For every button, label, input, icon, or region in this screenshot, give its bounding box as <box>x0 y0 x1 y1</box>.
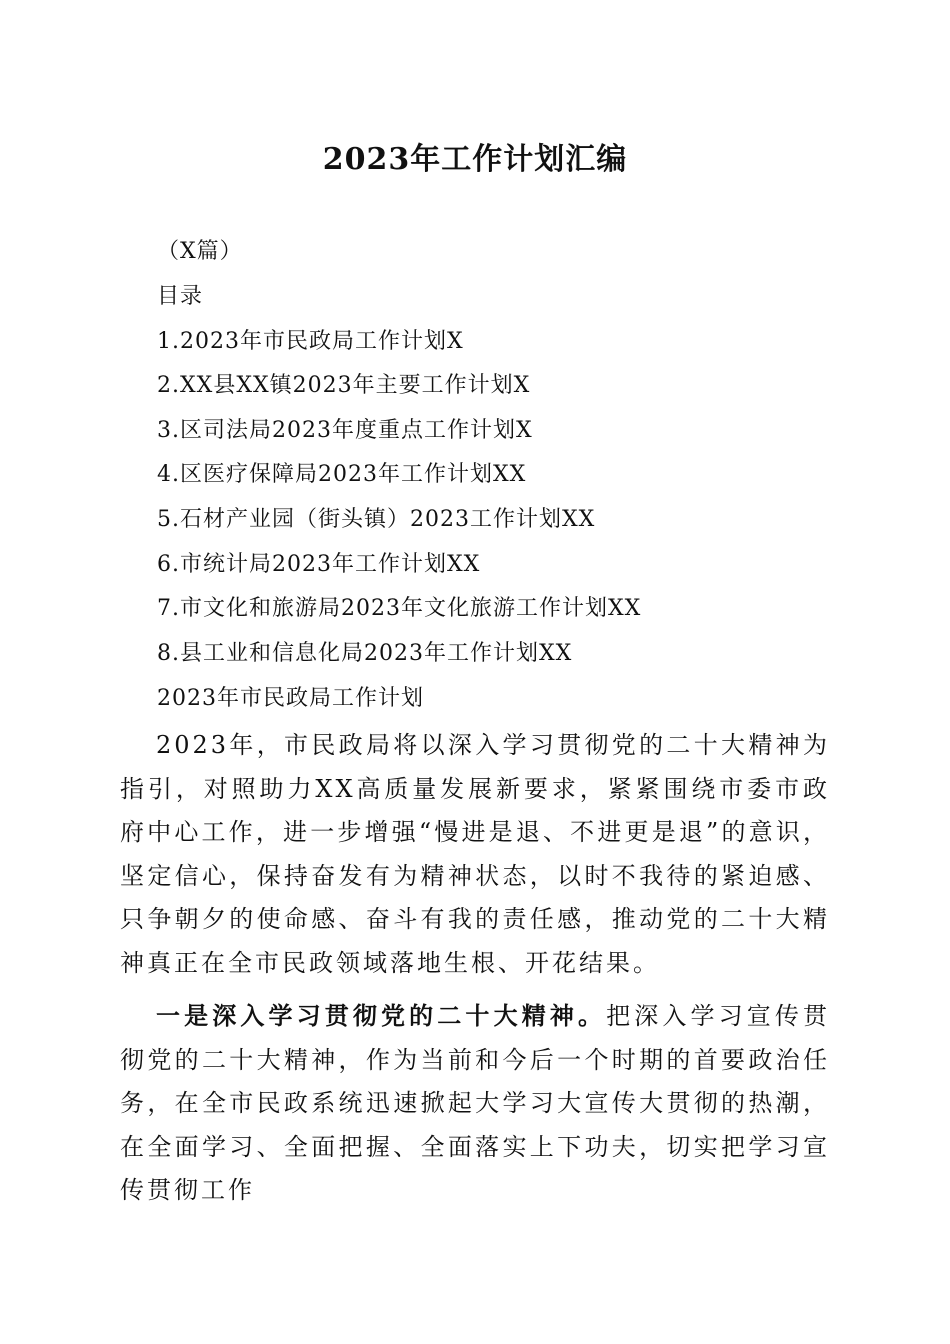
toc-item: 6.市统计局2023年工作计划XX <box>157 552 481 577</box>
toc-item: 7.市文化和旅游局2023年文化旅游工作计划XX <box>157 596 642 621</box>
paragraph-text: 2023年，市民政局将以深入学习贯彻党的二十大精神为指引，对照助力XX高质量发展新要求，紧紧围绕市委市政府中心工作，进一步增强“慢进是退、不进更是退”的意识，坚定信心，保持奋发有为精神状态，以时不我待的紧迫感、只争朝夕的使命感、奋斗有我的责任感，推动党的二十大精神真正在全市民政领域落地生根、开花结果。 <box>120 731 830 977</box>
toc-item: 2.XX县XX镇2023年主要工作计划X <box>157 373 531 398</box>
count-note: （X篇） <box>157 239 243 264</box>
toc-item: 5.石材产业园（街头镇）2023工作计划XX <box>157 507 596 532</box>
paragraph-lead: 一是深入学习贯彻党的二十大精神。 <box>156 1001 607 1030</box>
toc-heading: 目录 <box>157 284 204 309</box>
toc-item: 8.县工业和信息化局2023年工作计划XX <box>157 641 573 666</box>
section-title: 2023年市民政局工作计划 <box>157 686 424 711</box>
body-paragraph <box>120 994 830 1213</box>
body-paragraph <box>120 724 830 985</box>
toc-item: 3.区司法局2023年度重点工作计划X <box>157 418 533 443</box>
paragraph-rest: 把深入学习宣传贯彻党的二十大精神，作为当前和今后一个时期的首要政治任务，在全市民政系统迅速掀起大学习大宣传大贯彻的热潮，在全面学习、全面把握、全面落实上下功夫，切实把学习宣传贯彻工作 <box>120 1002 831 1204</box>
document-title: 2023年工作计划汇编 <box>322 142 628 177</box>
paragraph-text <box>120 994 830 1213</box>
toc-item: 1.2023年市民政局工作计划X <box>157 329 464 354</box>
toc-item: 4.区医疗保障局2023年工作计划XX <box>157 462 527 487</box>
